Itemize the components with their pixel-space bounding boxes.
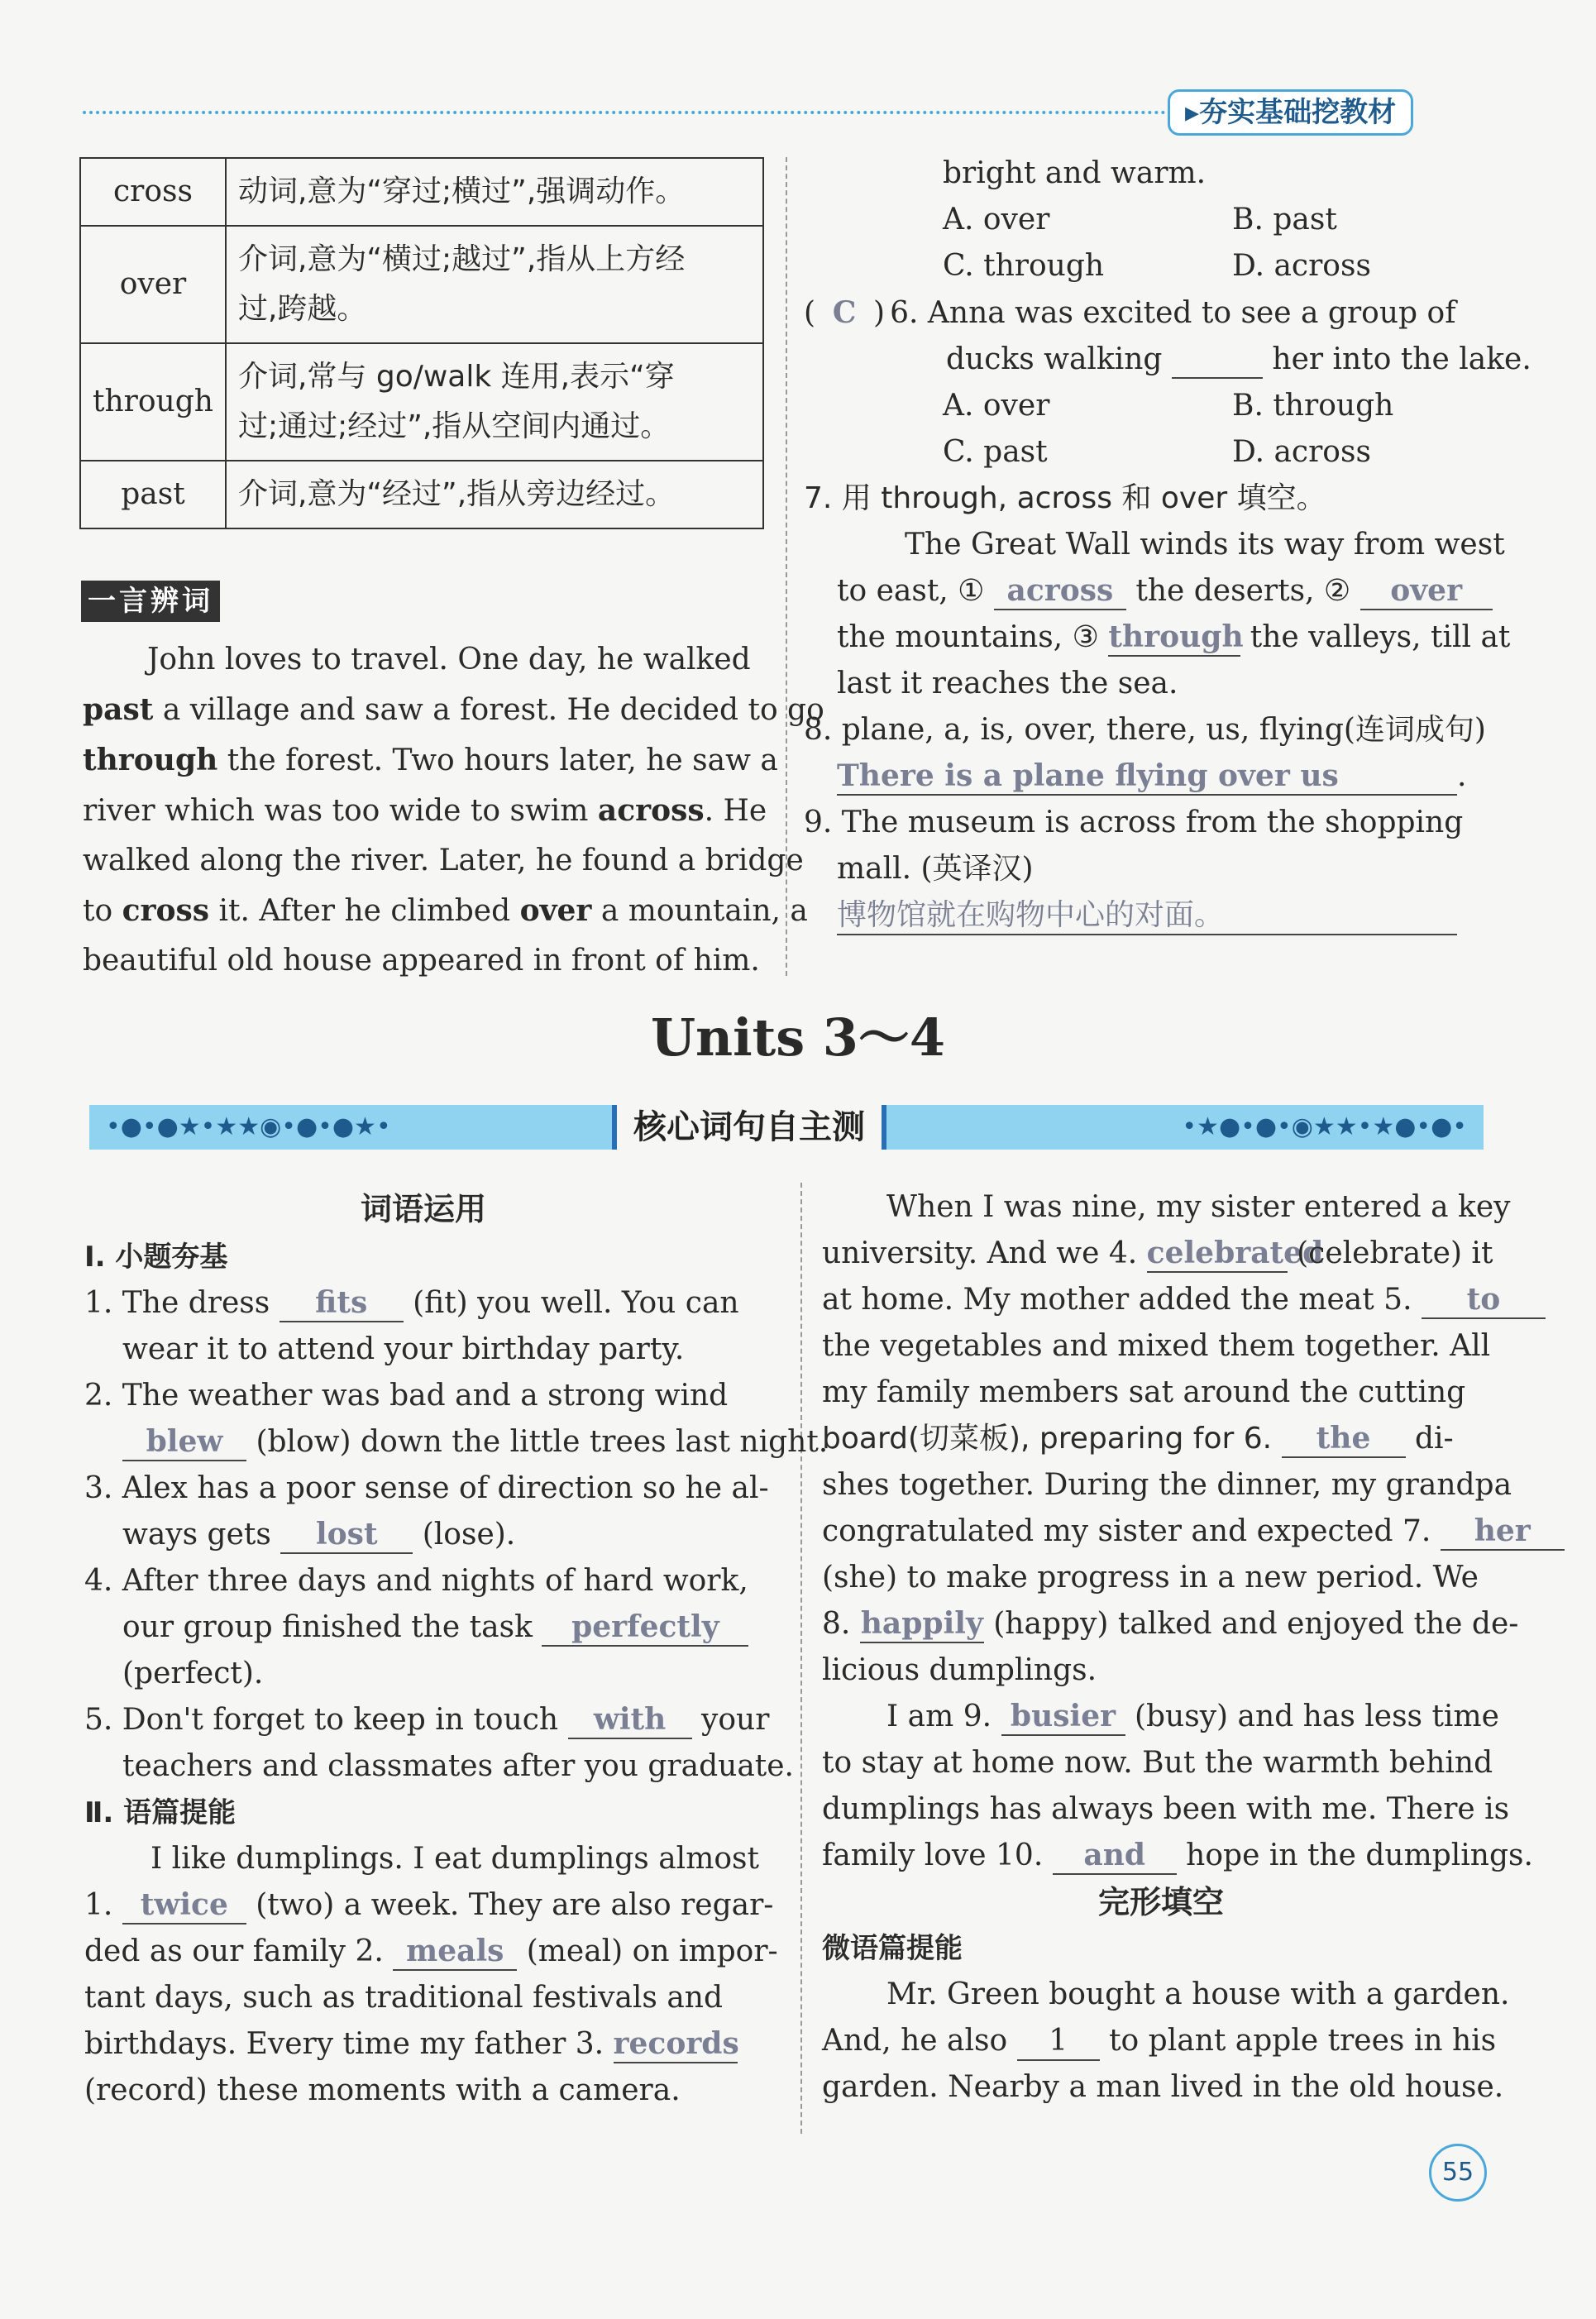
- passage-text: (two) a week. They are also regar-: [256, 1888, 774, 1922]
- passage-answer-1: twice: [122, 1886, 246, 1925]
- passage-line: [822, 1601, 1519, 1647]
- passage-line: my family members sat around the cutting: [822, 1375, 1466, 1409]
- q-text: (lose).: [422, 1518, 516, 1552]
- q7-text: the valleys, till at: [1250, 620, 1511, 654]
- passage-line: [822, 1833, 1533, 1879]
- passage-line: [84, 1882, 774, 1929]
- q5-tail: bright and warm.: [943, 156, 1207, 190]
- story-text: . He: [704, 794, 767, 828]
- passage-answer-5: to: [1422, 1281, 1546, 1319]
- passage-line: [822, 1277, 1500, 1323]
- passage-answer-6: the: [1282, 1420, 1406, 1458]
- banner-decoration-right: •★●•●•◉★★•★●•●•: [1182, 1112, 1467, 1141]
- q-text: our group finished the task: [122, 1610, 533, 1644]
- passage-line: shes together. During the dinner, my grandpa: [822, 1468, 1512, 1502]
- section-title-word-use: 词语运用: [360, 1191, 486, 1227]
- section-banner: [89, 1105, 1484, 1150]
- passage-answer-2: meals: [393, 1933, 517, 1971]
- passage-text: university. And we 4.: [822, 1236, 1138, 1270]
- vocab-meaning-line: 过,跨越。: [237, 292, 367, 326]
- passage-text: ded as our family 2.: [84, 1934, 384, 1968]
- column-divider-bottom: [800, 1183, 802, 2134]
- banner-title: 核心词句自主测: [612, 1105, 886, 1150]
- passage-line: licious dumplings.: [822, 1653, 1097, 1687]
- answer-paren: (: [804, 296, 816, 330]
- story-line: [83, 737, 778, 784]
- vocab-word: over: [80, 226, 226, 343]
- story-text: beautiful old house appeared in front of him.: [83, 944, 760, 978]
- q5-line2: teachers and classmates after you graduate.: [122, 1749, 795, 1783]
- story-paragraph: [83, 637, 824, 984]
- story-text: river which was too wide to swim: [83, 794, 598, 828]
- story-text: it. After he climbed: [209, 894, 520, 928]
- q7-answer-1: across: [994, 572, 1126, 610]
- part1-title: Ⅰ. 小题夯基: [84, 1241, 228, 1274]
- passage-answer-4: celebrated: [1147, 1235, 1288, 1273]
- passage-answer-10: and: [1053, 1837, 1177, 1875]
- vocab-word: past: [80, 461, 226, 528]
- story-line: [83, 637, 769, 683]
- q7-line1: The Great Wall winds its way from west: [905, 528, 1505, 562]
- passage-line: (she) to make progress in a new period. We: [822, 1561, 1479, 1595]
- q-text: your: [701, 1703, 770, 1737]
- story-label: 一言辨词: [81, 581, 220, 622]
- cloze-line: Mr. Green bought a house with a garden.: [886, 1977, 1510, 2011]
- q3-line1: 3. Alex has a poor sense of direction so he al-: [84, 1471, 769, 1505]
- q-text: (blow) down the little trees last night.: [256, 1425, 829, 1459]
- cloze-text: to plant apple trees in his: [1109, 2024, 1497, 2058]
- passage-text: family love 10.: [822, 1838, 1044, 1872]
- table-row: [80, 343, 763, 461]
- passage-text: at home. My mother added the meat 5.: [822, 1283, 1412, 1317]
- story-text: a village and saw a forest. He decided to go: [153, 693, 824, 727]
- cloze-subtitle: 微语篇提能: [822, 1932, 963, 1965]
- option: C. through: [943, 249, 1105, 283]
- page-number: 55: [1429, 2144, 1487, 2202]
- units-title: Units 3～4: [650, 1007, 946, 1068]
- q8-prompt: 8. plane, a, is, over, there, us, flying(连词成句): [804, 713, 1486, 747]
- q-text: ways gets: [122, 1518, 271, 1552]
- story-text: walked along the river. Later, he found a bridge: [83, 844, 804, 877]
- vocab-meaning: [226, 343, 763, 461]
- passage-text: di-: [1414, 1422, 1454, 1456]
- vocab-word: through: [80, 343, 226, 461]
- passage-line: [822, 1416, 1500, 1462]
- q6-text: 6. Anna was excited to see a group of: [890, 296, 1456, 330]
- passage-text: birthdays. Every time my father 3.: [84, 2027, 604, 2061]
- passage-answer-9: busier: [1001, 1698, 1125, 1736]
- q2-line1: 2. The weather was bad and a strong wind: [84, 1379, 729, 1413]
- story-keyword: through: [83, 743, 218, 777]
- passage-line: the vegetables and mixed them together. All: [822, 1329, 1491, 1363]
- cloze-title: 完形填空: [1097, 1884, 1224, 1920]
- passage-line: [822, 1509, 1531, 1555]
- story-line: [83, 938, 769, 984]
- part2-title: Ⅱ. 语篇提能: [84, 1796, 237, 1829]
- option: C. past: [943, 435, 1048, 469]
- q9-line2: mall. (英译汉): [837, 852, 1034, 886]
- q9-line1: 9. The museum is across from the shopping: [804, 806, 1464, 839]
- header-badge: ▸夯实基础挖教材: [1168, 89, 1413, 136]
- passage-text: I am 9.: [886, 1700, 992, 1733]
- table-row: [80, 158, 763, 226]
- passage-text: (happy) talked and enjoyed the de-: [993, 1607, 1519, 1641]
- option: A. over: [943, 389, 1050, 423]
- cloze-blank-1: 1: [1017, 2023, 1100, 2061]
- vocab-meaning: 动词,意为“穿过;横过”,强调动作。: [226, 158, 763, 226]
- q7-answer-3: through: [1108, 619, 1240, 657]
- q6-options: [804, 383, 1490, 429]
- q2-line2: [84, 1419, 829, 1466]
- story-line: [83, 838, 804, 884]
- answer-paren: ): [873, 296, 886, 330]
- q4-line1: 4. After three days and nights of hard work,: [84, 1564, 748, 1598]
- table-row: [80, 226, 763, 343]
- q7-text: the deserts, ②: [1135, 574, 1351, 608]
- vocab-meaning-line: 介词,意为“横过;越过”,指从上方经: [237, 242, 686, 276]
- table-row: [80, 461, 763, 528]
- vocab-word: cross: [80, 158, 226, 226]
- passage-text: congratulated my sister and expected 7.: [822, 1514, 1431, 1548]
- passage-line: to stay at home now. But the warmth behind: [822, 1746, 1493, 1780]
- story-keyword: over: [519, 893, 592, 928]
- option: B. through: [1232, 389, 1394, 423]
- cloze-line: garden. Nearby a man lived in the old house.: [822, 2070, 1504, 2104]
- q3-answer: lost: [280, 1516, 413, 1554]
- passage-line: [822, 1231, 1500, 1277]
- q7-line2: [804, 568, 1490, 614]
- passage-line: [84, 2021, 762, 2068]
- q4-answer: perfectly: [542, 1609, 748, 1647]
- q4-line3: (perfect).: [122, 1657, 264, 1690]
- q9-answer-line: [804, 892, 1490, 939]
- q7-text: the mountains, ③: [837, 620, 1099, 654]
- q6-line1: [804, 289, 1490, 337]
- story-text: to: [83, 894, 122, 928]
- q2-answer: blew: [122, 1423, 246, 1461]
- passage-answer-8: happily: [860, 1605, 984, 1643]
- vocab-meaning-line: 过;通过;经过”,指从空间内通过。: [237, 409, 671, 443]
- vocab-table: [79, 157, 764, 529]
- q6-text: her into the lake.: [1272, 342, 1531, 376]
- story-text: John loves to travel. One day, he walked: [147, 643, 751, 677]
- cloze-text: And, he also: [822, 2024, 1008, 2058]
- passage-line: [84, 1929, 778, 1975]
- option: D. across: [1232, 249, 1371, 283]
- story-keyword: across: [597, 793, 705, 828]
- q5-options: [804, 243, 1490, 289]
- q-text: 5. Don't forget to keep in touch: [84, 1703, 559, 1737]
- passage-text: board(切菜板), preparing for 6.: [822, 1422, 1273, 1456]
- q6-line2: [804, 337, 1531, 383]
- passage-line: [822, 1694, 1500, 1740]
- right-top-column: [804, 151, 1531, 939]
- q6-answer: C: [832, 295, 857, 330]
- q1-line1: [84, 1280, 762, 1327]
- passage-text: (busy) and has less time: [1134, 1700, 1499, 1733]
- passage-line: dumplings has always been with me. There is: [822, 1792, 1510, 1826]
- passage-text: (celebrate) it: [1297, 1236, 1493, 1270]
- q8-period: .: [1457, 759, 1467, 793]
- q5-options: [804, 197, 1490, 243]
- passage-text: 8.: [822, 1607, 851, 1641]
- q8-answer-line: [804, 753, 1490, 800]
- vocab-meaning-line: 介词,常与 go/walk 连用,表示“穿: [237, 360, 675, 394]
- story-text: a mountain, a: [591, 894, 808, 928]
- q9-answer: 博物馆就在购物中心的对面。: [837, 897, 1457, 935]
- option: D. across: [1232, 435, 1371, 469]
- story-line: [83, 887, 808, 935]
- q7-text: to east, ①: [837, 574, 985, 608]
- q1-line2: wear it to attend your birthday party.: [122, 1332, 685, 1366]
- q-text: (fit) you well. You can: [413, 1286, 739, 1320]
- vocab-meaning: 介词,意为“经过”,指从旁边经过。: [226, 461, 763, 528]
- q6-blank: [1172, 341, 1263, 379]
- passage-line: When I was nine, my sister entered a key: [886, 1190, 1511, 1224]
- q6-options: [804, 429, 1490, 476]
- left-bottom-column: [84, 1186, 829, 2114]
- story-line: [83, 787, 769, 834]
- option: A. over: [943, 203, 1050, 237]
- right-bottom-column: [822, 1184, 1533, 2111]
- passage-text: hope in the dumplings.: [1186, 1838, 1533, 1872]
- banner-decoration-left: •●•●★•★★◉•●•●★•: [106, 1112, 391, 1141]
- passage-text: 1.: [84, 1888, 113, 1922]
- passage-line: I like dumplings. I eat dumplings almost: [151, 1842, 759, 1876]
- q3-line2: [84, 1512, 762, 1558]
- q5-answer: with: [568, 1701, 692, 1739]
- passage-line: tant days, such as traditional festivals and: [84, 1981, 724, 2015]
- q4-line2: [84, 1604, 762, 1651]
- q7-line3: [804, 614, 1511, 661]
- option: B. past: [1232, 203, 1337, 237]
- story-keyword: past: [83, 692, 154, 727]
- passage-answer-7: her: [1441, 1513, 1565, 1551]
- q1-answer: fits: [280, 1284, 404, 1322]
- passage-answer-3: records: [614, 2025, 738, 2063]
- vocab-meaning: [226, 226, 763, 343]
- column-divider-top: [786, 157, 787, 976]
- q7-line4: last it reaches the sea.: [837, 667, 1178, 700]
- q6-text: ducks walking: [946, 342, 1163, 376]
- story-line: [83, 686, 824, 734]
- q5-line1: [84, 1697, 770, 1743]
- q8-answer: There is a plane flying over us: [837, 758, 1457, 796]
- cloze-line: [822, 2018, 1500, 2064]
- q7-title: 7. 用 through, across 和 over 填空。: [804, 481, 1326, 515]
- passage-line: (record) these moments with a camera.: [84, 2073, 681, 2107]
- story-text: the forest. Two hours later, he saw a: [217, 744, 778, 777]
- story-keyword: cross: [122, 893, 210, 928]
- q-text: 1. The dress: [84, 1286, 270, 1320]
- header-dotted-line: [83, 111, 1166, 114]
- q7-answer-2: over: [1360, 572, 1493, 610]
- passage-text: (meal) on impor-: [526, 1934, 778, 1968]
